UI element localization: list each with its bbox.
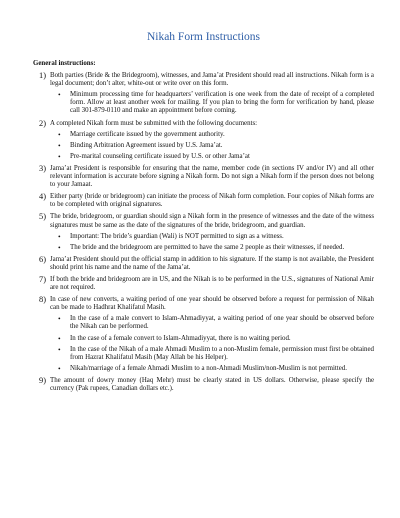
item-text: Both parties (Bride & the Bridegroom), witnesses, and Jama’at President should read all instructions. Nikah form is a legal document; don’t alter, white-out or write over on this form. bbox=[50, 72, 374, 88]
item-number: 1) bbox=[39, 71, 46, 81]
item-number: 2) bbox=[39, 118, 46, 128]
instruction-item bbox=[33, 296, 374, 373]
bullet-list bbox=[50, 91, 374, 115]
bullet-item: • Pre-marital counseling certificate issued by U.S. or other Jama’at bbox=[50, 153, 374, 161]
bullet-item: • In the case of a male convert to Islam-Ahmadiyyat, a waiting period of one year should be observed before the Nikah can be performed. bbox=[50, 315, 374, 331]
item-number: 7) bbox=[39, 274, 46, 284]
item-text: Jama’at President should put the official stamp in addition to his signature. If the stamp is not available, the President should print his name and the name of the Jama’at. bbox=[50, 255, 374, 271]
item-text: In case of new converts, a waiting period of one year should be observed before a request for permission of Nikah can be made to Hadhrat Khalifatul Masih. bbox=[50, 296, 374, 312]
item-text: Either party (bride or bridegroom) can initiate the process of Nikah form completion. Four copies of Nikah forms are to be completed with original signatures. bbox=[50, 193, 374, 209]
bullet-list bbox=[50, 315, 374, 373]
item-text: The amount of dowry money (Haq Mehr) must be clearly stated in US dollars. Otherwise, please specify the currency (Pak rupees, Canadian dollars etc.). bbox=[50, 376, 374, 392]
item-text: Jama’at President is responsible for ensuring that the name, member code (in sections IV and/or IV) and all other relevant information is accurate before signing a Nikah form. Do not sign a Nikah form if the person does not belong to your Jamaat. bbox=[50, 164, 374, 189]
bullet-item: • The bride and the bridegroom are permitted to have the same 2 people as their witnesses, if needed. bbox=[50, 244, 374, 252]
item-text: The bride, bridegroom, or guardian should sign a Nikah form in the presence of witnesses and the date of the witness signatures must be same as the date of the signatures of the bride, bridegroom, and guardian. bbox=[50, 213, 374, 229]
item-number: 4) bbox=[39, 192, 46, 202]
bullet-list bbox=[50, 233, 374, 252]
instruction-item bbox=[33, 276, 374, 292]
bullet-item: • Important: The bride’s guardian (Wali) is NOT permitted to sign as a witness. bbox=[50, 233, 374, 241]
item-number: 9) bbox=[39, 375, 46, 385]
section-heading: General instructions: bbox=[33, 60, 96, 67]
document-title: Nikah Form Instructions bbox=[146, 31, 261, 43]
item-number: 3) bbox=[39, 163, 46, 173]
bullet-item: • In the case of a female convert to Islam-Ahmadiyyat, there is no waiting period. bbox=[50, 335, 374, 343]
instruction-item bbox=[33, 72, 374, 115]
bullet-item: • Marriage certificate issued by the government authority. bbox=[50, 131, 374, 139]
instruction-item bbox=[33, 256, 374, 272]
item-text: A completed Nikah form must be submitted with the following documents: bbox=[50, 119, 258, 127]
bullet-item: • Minimum processing time for headquarters’ verification is one week from the date of receipt of a completed form. Allow at least another week for mailing. If you plan to bring the form for verification by hand, please call 301-879-0110 and make an appointment before coming. bbox=[50, 91, 374, 115]
instruction-item bbox=[33, 377, 374, 393]
bullet-list bbox=[50, 131, 374, 161]
bullet-item: • Binding Arbitration Agreement issued by U.S. Jama’at. bbox=[50, 142, 374, 150]
item-number: 5) bbox=[39, 212, 46, 222]
instruction-item bbox=[33, 120, 374, 161]
instruction-item bbox=[33, 213, 374, 251]
item-text: If both the bride and bridegroom are in US, and the Nikah is to be performed in the U.S., signatures of National Amir are not required. bbox=[50, 275, 374, 292]
bullet-item: • In the case of the Nikah of a male Ahmadi Muslim to a non-Muslim female, permission must first be obtained from Hazrat Khalifatul Masih (May Allah be his Helper). bbox=[50, 346, 374, 362]
instruction-item bbox=[33, 193, 374, 209]
item-number: 8) bbox=[39, 295, 46, 305]
instruction-item bbox=[33, 165, 374, 189]
item-number: 6) bbox=[39, 254, 46, 264]
instruction-list bbox=[33, 72, 374, 393]
bullet-item: • Nikah/marriage of a female Ahmadi Muslim to a non-Ahmadi Muslim/non-Muslim is not permitted. bbox=[50, 365, 374, 373]
